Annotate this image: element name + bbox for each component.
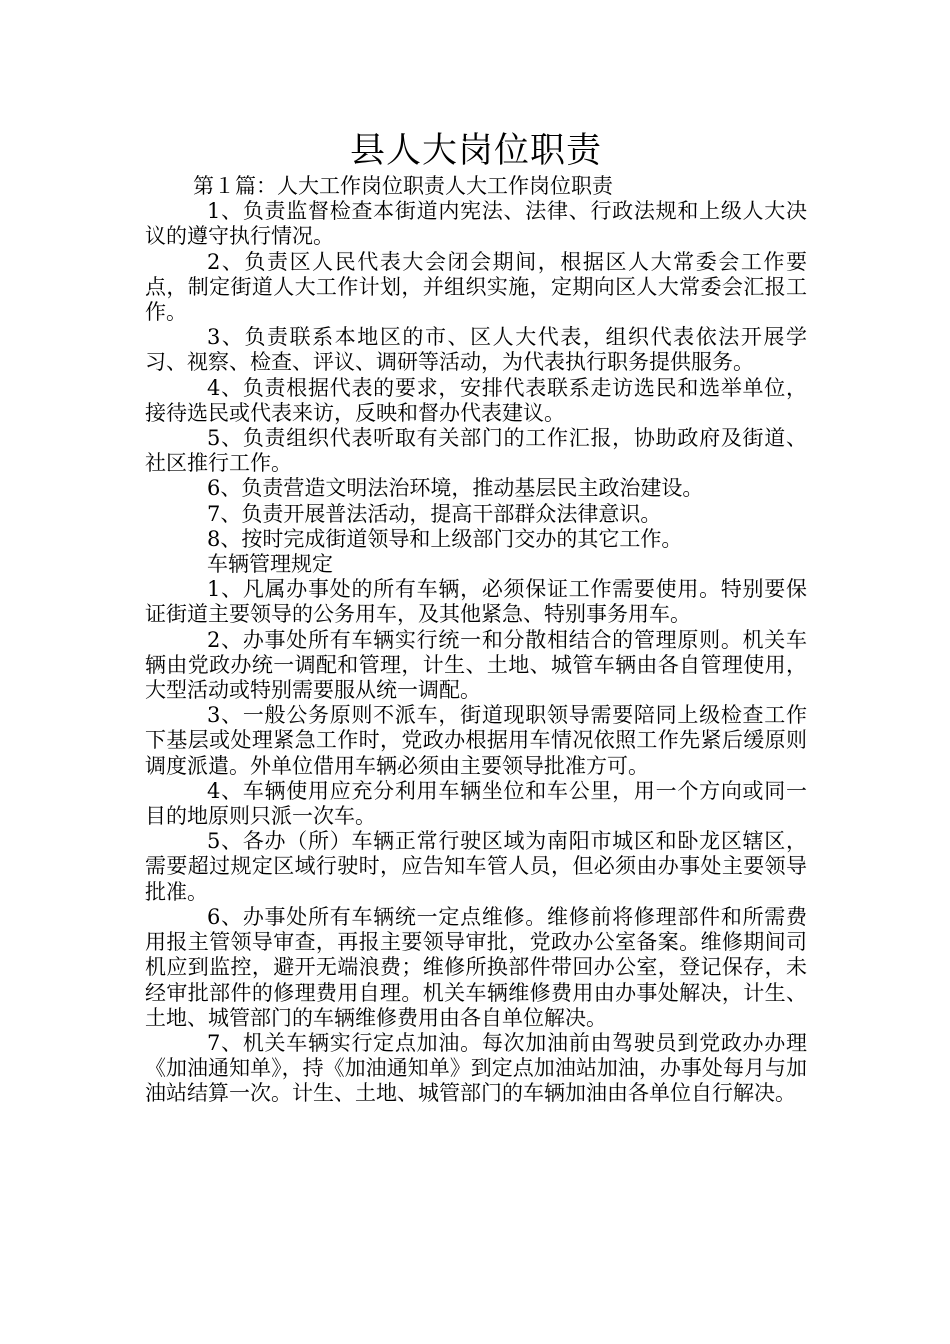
document-subtitle: 第１篇：人大工作岗位职责人大工作岗位职责 <box>193 174 613 198</box>
vehicle-rule-2: 2、办事处所有车辆实行统一和分散相结合的管理原则。机关车辆由党政办统一调配和管理，计生、土地、城管车辆由各自管理使用，大型活动或特别需要服从统一调配。 <box>145 627 807 703</box>
duty-item-8: 8、按时完成街道领导和上级部门交办的其它工作。 <box>207 526 683 551</box>
vehicle-rule-7: 7、机关车辆实行定点加油。每次加油前由驾驶员到党政办办理《加油通知单》，持《加油通知单》到定点加油站加油，办事处每月与加油站结算一次。计生、土地、城管部门的车辆加油由各单位自行解决。 <box>145 1030 807 1106</box>
document-page <box>145 128 807 1107</box>
duty-item-1: 1、负责监督检查本街道内宪法、法律、行政法规和上级人大决议的遵守执行情况。 <box>145 199 807 249</box>
vehicle-rule-5: 5、各办（所）车辆正常行驶区域为南阳市城区和卧龙区辖区，需要超过规定区域行驶时，应告知车管人员，但必须由办事处主要领导批准。 <box>145 829 807 904</box>
vehicle-rule-3: 3、一般公务原则不派车，街道现职领导需要陪同上级检查工作下基层或处理紧急工作时，党政办根据用车情况依照工作先紧后缓原则调度派遣。外单位借用车辆必须由主要领导批准方可。 <box>145 703 807 778</box>
vehicle-rule-4: 4、车辆使用应充分利用车辆坐位和车公里，用一个方向或同一目的地原则只派一次车。 <box>145 778 807 829</box>
duty-item-7: 7、负责开展普法活动，提高干部群众法律意识。 <box>207 501 662 526</box>
duty-item-5: 5、负责组织代表听取有关部门的工作汇报，协助政府及街道、社区推行工作。 <box>145 426 807 476</box>
duty-item-4: 4、负责根据代表的要求，安排代表联系走访选民和选举单位，接待选民或代表来访，反映和督办代表建议。 <box>145 375 807 425</box>
document-title: 县人大岗位职责 <box>349 131 602 171</box>
vehicle-rule-1: 1、凡属办事处的所有车辆，必须保证工作需要使用。特别要保证街道主要领导的公务用车，及其他紧急、特别事务用车。 <box>145 577 807 627</box>
vehicle-rule-6: 6、办事处所有车辆统一定点维修。维修前将修理部件和所需费用报主管领导审查，再报主要领导审批，党政办公室备案。维修期间司机应到监控，避开无端浪费；维修所换部件带回办公室，登记保存，未经审批部件的修理费用自理。机关车辆维修费用由办事处解决，计生、土地、城管部门的车辆维修费用由各自单位解决。 <box>145 904 807 1030</box>
section-heading-vehicle-rules: 车辆管理规定 <box>207 552 333 577</box>
duty-item-2: 2、负责区人民代表大会闭会期间，根据区人大常委会工作要点，制定街道人大工作计划，并组织实施，定期向区人大常委会汇报工作。 <box>145 249 807 325</box>
duty-item-6: 6、负责营造文明法治环境，推动基层民主政治建设。 <box>207 476 704 501</box>
duty-item-3: 3、负责联系本地区的市、区人大代表，组织代表依法开展学习、视察、检查、评议、调研等活动，为代表执行职务提供服务。 <box>145 325 807 375</box>
